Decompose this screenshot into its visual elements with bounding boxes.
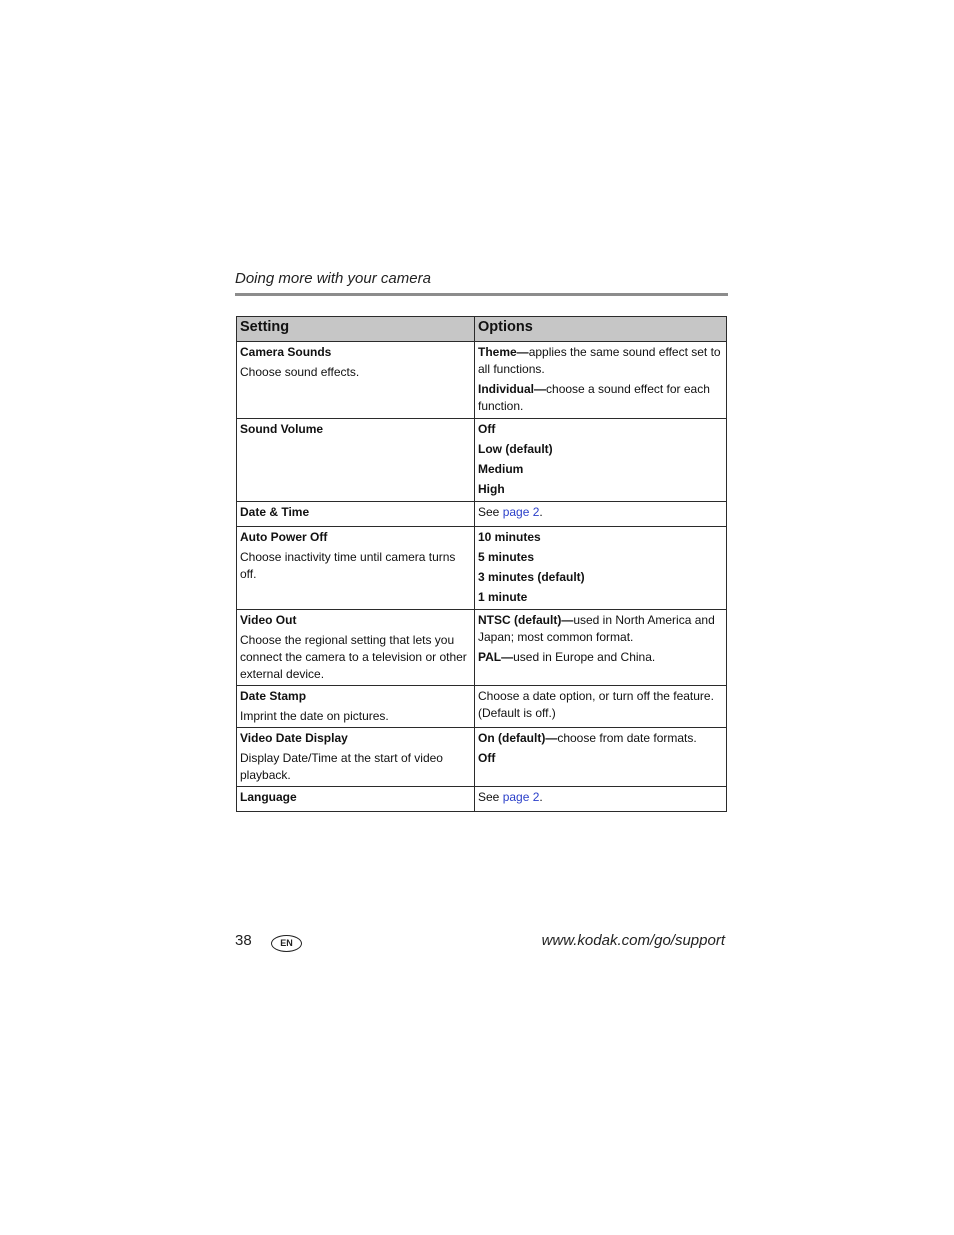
option-name: 5 minutes <box>478 550 535 564</box>
table-row <box>237 686 727 728</box>
option-name: On (default)— <box>478 731 558 745</box>
page-header-title: Doing more with your camera <box>235 270 431 287</box>
setting-description: Display Date/Time at the start of video playback. <box>240 751 443 782</box>
table-row <box>237 342 727 419</box>
options-cell <box>475 728 727 787</box>
option-description: used in Europe and China. <box>513 650 656 664</box>
setting-name: Date & Time <box>240 505 310 519</box>
setting-name: Auto Power Off <box>240 530 328 544</box>
setting-cell <box>237 610 475 686</box>
option-line <box>478 481 723 498</box>
option-line <box>478 549 723 566</box>
option-line <box>478 381 723 415</box>
option-name: NTSC (default)— <box>478 613 574 627</box>
option-line <box>478 730 723 747</box>
setting-cell <box>237 686 475 728</box>
option-name: Medium <box>478 462 524 476</box>
settings-table <box>236 316 727 812</box>
option-name: Low (default) <box>478 442 553 456</box>
option-name: High <box>478 482 505 496</box>
option-description: used in North America and Japan; most common format. <box>478 613 715 644</box>
option-description: Choose a date option, or turn off the feature. (Default is off.) <box>478 689 714 720</box>
table-row <box>237 728 727 787</box>
language-badge: EN <box>271 935 302 952</box>
option-line <box>478 529 723 546</box>
setting-cell <box>237 527 475 610</box>
period-text: . <box>539 790 543 804</box>
option-name: 3 minutes (default) <box>478 570 585 584</box>
page-number: 38 <box>235 932 252 949</box>
support-url[interactable]: www.kodak.com/go/support <box>541 932 725 949</box>
table-row <box>237 419 727 502</box>
options-cell <box>475 419 727 502</box>
option-line <box>478 461 723 478</box>
table-row <box>237 787 727 812</box>
see-text: See <box>478 505 503 519</box>
setting-description: Choose the regional setting that lets you connect the camera to a television or other external device. <box>240 633 467 681</box>
period-text: . <box>539 505 543 519</box>
option-line <box>478 612 723 646</box>
setting-name: Video Date Display <box>240 731 348 745</box>
options-cell <box>475 502 727 527</box>
options-cell <box>475 610 727 686</box>
option-line <box>478 421 723 438</box>
setting-description: Imprint the date on pictures. <box>240 709 389 723</box>
column-header-setting: Setting <box>237 317 475 342</box>
setting-name: Sound Volume <box>240 422 324 436</box>
table-header-row <box>237 317 727 342</box>
option-description: choose from date formats. <box>557 731 697 745</box>
option-name: Individual— <box>478 382 547 396</box>
option-line <box>478 344 723 378</box>
option-name: PAL— <box>478 650 514 664</box>
page-link[interactable]: page 2 <box>502 505 540 519</box>
table-row <box>237 527 727 610</box>
options-cell <box>475 787 727 812</box>
option-name: Off <box>478 751 496 765</box>
setting-cell <box>237 342 475 419</box>
option-name: 1 minute <box>478 590 528 604</box>
setting-name: Language <box>240 790 297 804</box>
option-name: Theme— <box>478 345 529 359</box>
option-line <box>478 789 723 806</box>
option-name: Off <box>478 422 496 436</box>
column-header-options: Options <box>475 317 727 342</box>
header-rule <box>235 293 728 296</box>
table-row <box>237 610 727 686</box>
setting-description: Choose inactivity time until camera turns off. <box>240 550 456 581</box>
option-line <box>478 750 723 767</box>
table-row <box>237 502 727 527</box>
setting-name: Date Stamp <box>240 689 307 703</box>
option-line <box>478 441 723 458</box>
setting-name: Video Out <box>240 613 297 627</box>
setting-cell <box>237 502 475 527</box>
option-description: applies the same sound effect set to all functions. <box>478 345 721 376</box>
setting-cell <box>237 728 475 787</box>
option-line <box>478 569 723 586</box>
setting-cell <box>237 787 475 812</box>
setting-name: Camera Sounds <box>240 345 332 359</box>
setting-cell <box>237 419 475 502</box>
page-link[interactable]: page 2 <box>502 790 540 804</box>
option-description: choose a sound effect for each function. <box>478 382 710 413</box>
option-line <box>478 504 723 521</box>
option-line <box>478 649 723 666</box>
option-line <box>478 688 723 722</box>
see-text: See <box>478 790 503 804</box>
setting-description: Choose sound effects. <box>240 365 360 379</box>
options-cell <box>475 342 727 419</box>
options-cell <box>475 527 727 610</box>
option-line <box>478 589 723 606</box>
option-name: 10 minutes <box>478 530 541 544</box>
options-cell <box>475 686 727 728</box>
